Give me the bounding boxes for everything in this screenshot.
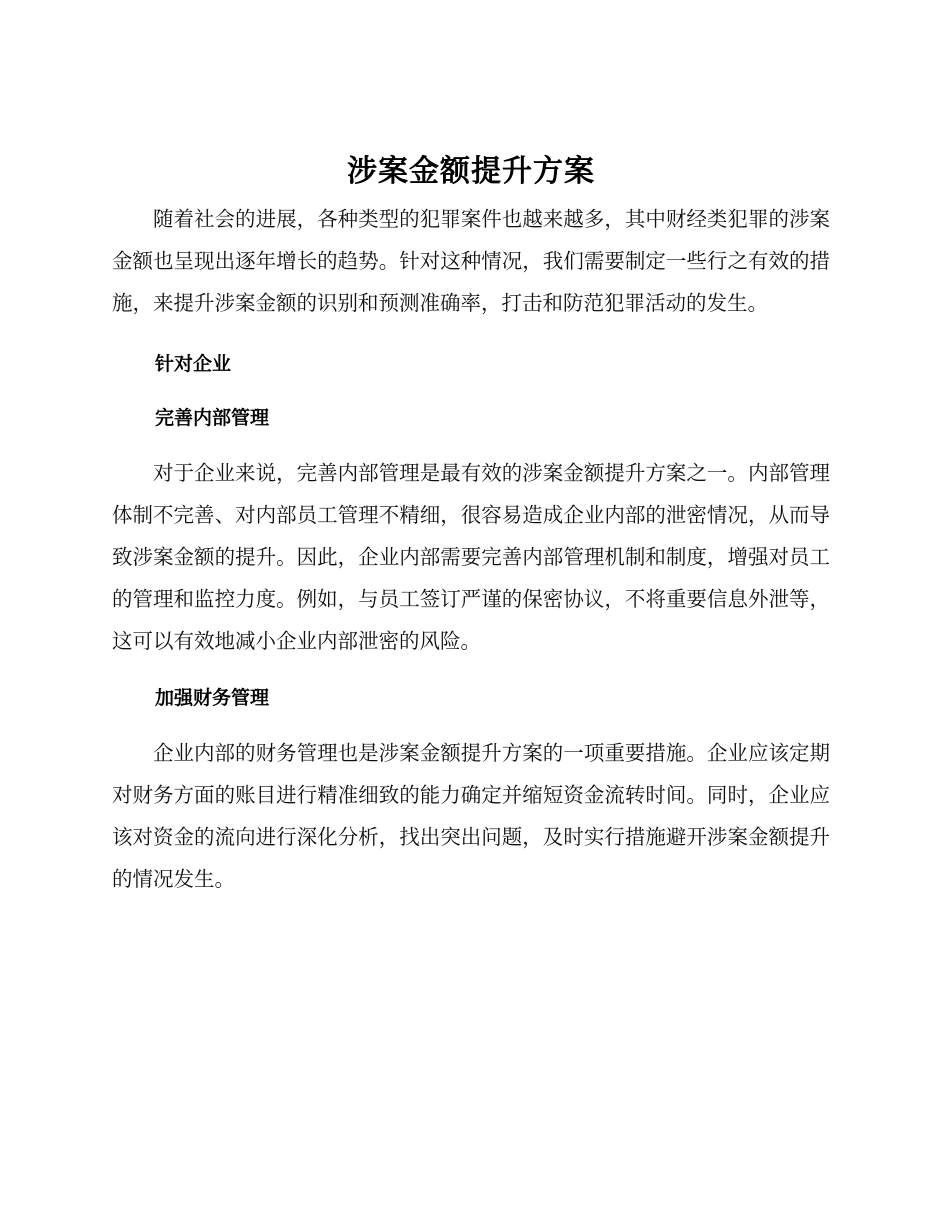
subsection-heading-financial-management: 加强财务管理 (155, 687, 270, 709)
section-heading-enterprise: 针对企业 (155, 353, 232, 375)
internal-management-paragraph: 对于企业来说，完善内部管理是最有效的涉案金额提升方案之一。内部管理体制不完善、对内部员工管理不精细，很容易造成企业内部的泄密情况，从而导致涉案金额的提升。因此，企业内部需要完善内部管理机制和制度，增强对员工的管理和监控力度。例如，与员工签订严谨的保密协议，不将重要信息外泄等，这可以有效地减小企业内部泄密的风险。 (112, 461, 830, 653)
subsection-heading-internal-management: 完善内部管理 (155, 407, 270, 429)
document-title: 涉案金额提升方案 (347, 154, 595, 189)
intro-paragraph: 随着社会的进展，各种类型的犯罪案件也越来越多，其中财经类犯罪的涉案金额也呈现出逐年增长的趋势。针对这种情况，我们需要制定一些行之有效的措施，来提升涉案金额的识别和预测准确率，打击和防范犯罪活动的发生。 (112, 207, 830, 315)
document-page (112, 150, 830, 900)
financial-management-paragraph: 企业内部的财务管理也是涉案金额提升方案的一项重要措施。企业应该定期对财务方面的账目进行精准细致的能力确定并缩短资金流转时间。同时，企业应该对资金的流向进行深化分析，找出突出问题，及时实行措施避开涉案金额提升的情况发生。 (112, 741, 830, 891)
